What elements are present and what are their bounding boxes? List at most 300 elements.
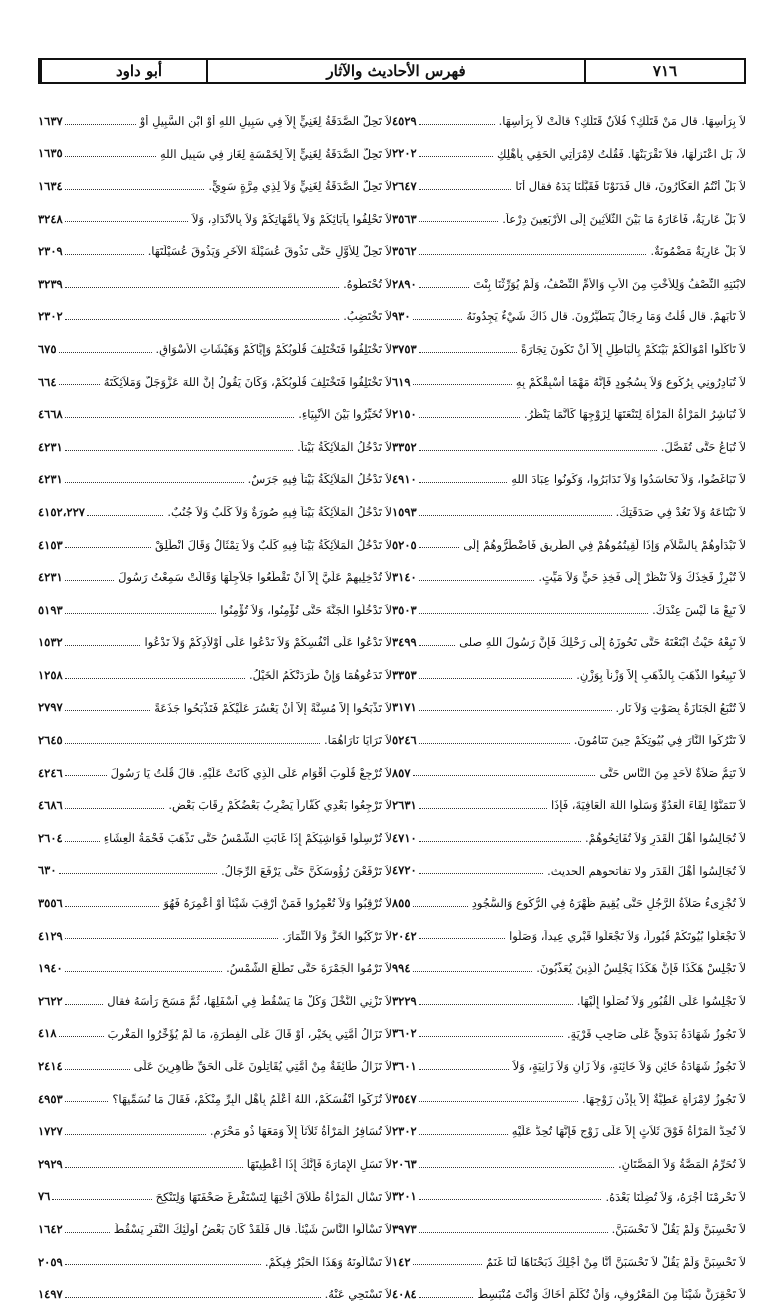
hadith-number: ٢٠٤٢: [392, 928, 417, 943]
hadith-entry: [392, 96, 746, 129]
hadith-entry: [392, 1139, 746, 1172]
hadith-entry: [38, 487, 392, 520]
hadith-number: ٢٦٢٢: [38, 993, 63, 1008]
hadith-text: لاَ تُبْرِزْ فَخِذَكَ وَلاَ تَنْظُرْ إِلَى فَخِذِ حَيٍّ وَلاَ مَيِّتٍ.: [538, 571, 746, 585]
hadith-entry: [392, 259, 746, 292]
hadith-entry: [392, 129, 746, 162]
hadith-number: ٢٨٩٠: [392, 276, 417, 291]
dot-leader: [419, 352, 517, 353]
hadith-text: لاَ تَسْأَلِ الْمَرْأَةُ طَلاَقَ أُخْتِهَا لِتَسْتَفْرِغَ صَحْفَتَهَا وَلِتَنْكِحَ: [155, 1190, 392, 1204]
page-number: ٧١٦: [652, 62, 678, 80]
hadith-number: ٣٢٤٨: [38, 211, 63, 226]
dot-leader: [65, 417, 295, 418]
dot-leader: [413, 906, 468, 907]
index-page: [38, 58, 746, 1302]
hadith-entry: [38, 96, 392, 129]
hadith-number: ٥٢٤٦: [392, 733, 417, 748]
dot-leader: [419, 189, 512, 190]
hadith-entry: [392, 1269, 746, 1302]
hadith-entry: [38, 911, 392, 944]
dot-leader: [419, 1167, 614, 1168]
hadith-entry: [392, 976, 746, 1009]
hadith-text: لاَ تُجَالِسُوا أَهْلَ الْقَدَرِ وَلاَ تُفَاتِحُوهُمْ.: [585, 831, 746, 845]
hadith-number: ٣٦٠٢: [392, 1026, 417, 1041]
hadith-number: ٣٣٥٣: [392, 667, 417, 682]
hadith-entry: [392, 520, 746, 553]
hadith-number: ٣٢٣٩: [38, 276, 63, 291]
hadith-text: لاَ تُرْقِبُوا وَلاَ تُعْمِرُوا فَمَنْ أُرْقِبَ شَيْئاً أَوْ أُعْمِرَهُ فَهُوَ: [163, 897, 392, 911]
hadith-number: ٢٠٦٣: [392, 1156, 417, 1171]
hadith-text: لاَ تُحَرِّمُ الْمَصَّةُ وَلاَ الْمَصَّتَانِ.: [617, 1157, 746, 1171]
hadith-entry: [38, 226, 392, 259]
dot-leader: [65, 1134, 206, 1135]
hadith-number: ٤٩٥٣: [38, 1091, 63, 1106]
dot-leader: [419, 417, 520, 418]
hadith-text: لاَ تُبَادِرُونِي بِرُكُوعٍ وَلاَ بِسُجُودٍ فَإِنَّهُ مَهْمَا أَسْبِقْكُمْ بِهِ: [515, 375, 746, 389]
hadith-text: لاَ تُجَالِسُوا أَهْلَ الْقَدَرِ ولا تفاتحوهم الحديث.: [547, 864, 746, 878]
hadith-text: لاَ تَدْخُلُ الْمَلاَئِكَةُ بَيْتاً فِيهِ جَرَسٌ.: [247, 473, 392, 487]
hadith-text: لاَ تَتِمُّ صَلاَةٌ لأَحَدٍ مِنَ النَّاسِ حَتَّى: [599, 766, 746, 780]
hadith-entry: [38, 1139, 392, 1172]
hadith-entry: [392, 161, 746, 194]
hadith-text: لاَ تُخَيِّرُوا بَيْنَ الأَنْبِيَاءِ.: [298, 408, 392, 422]
dot-leader: [65, 1297, 321, 1298]
hadith-number: ١٦٣٧: [38, 113, 63, 128]
hadith-entry: [38, 357, 392, 390]
dot-leader: [65, 124, 136, 125]
hadith-entry: [38, 161, 392, 194]
hadith-number: ٢٦٤٥: [38, 733, 63, 748]
hadith-text: لاَ تَدْخُلُ الْمَلاَئِكَةُ بَيْتاً فِيهِ كَلْبٌ وَلاَ تِمْثَالٌ وَقَالَ انْطَلِقْ: [155, 538, 392, 552]
hadith-number: ٤٢٤٦: [38, 765, 63, 780]
hadith-text: لاَ تَخْتَلِفُوا فَتَخْتَلِفَ قُلُوبُكُمْ، وَكَانَ يَقُولُ إِنَّ اللهَ عَزَّوَجَلَّ وَمَلاَئِكَتَهُ: [103, 375, 392, 389]
hadith-text: لاَ تَجْلِسُوا عَلَى الْقُبُورِ وَلاَ تُصَلُّوا إِلَيْهَا.: [576, 994, 746, 1008]
hadith-number: ٣٧٥٣: [392, 341, 417, 356]
hadith-number: ٢٠٥٩: [38, 1254, 63, 1269]
dot-leader: [419, 515, 612, 516]
dot-leader: [419, 873, 543, 874]
hadith-entry: [392, 1041, 746, 1074]
hadith-text: لاَ تَحْقِرَنَّ شَيْئاً مِنَ الْمَعْرُوفِ، وَأَنْ تُكَلِّمَ أَخَاكَ وَأَنْتَ مُنْبَسِطٌ: [477, 1288, 746, 1302]
hadith-entry: [392, 487, 746, 520]
dot-leader: [419, 1134, 508, 1135]
hadith-text: لاَ تَتْرُكُوا النَّارَ فِي بُيُوتِكُمْ حِينَ تَنَامُونَ.: [573, 734, 746, 748]
dot-leader: [65, 547, 151, 548]
dot-leader: [413, 971, 533, 972]
hadith-number: ٣٢٢٩: [392, 993, 417, 1008]
hadith-text: لاَ بَلْ أَنْتُمُ الْعَكَّارُونَ، قال فَدَنَوْنَا فَقَبَّلْنَا يَدَهُ فقال أَنَا: [515, 180, 746, 194]
hadith-entry: [38, 715, 392, 748]
hadith-text: لاَ تُدْخِلِيهِمْ عَلَيَّ إِلاَّ أَنْ تَقْطَعُوا جَلاَجِلَهَا وَقَالَتْ سَمِعْتُ رَسُولَ: [118, 571, 392, 585]
dot-leader: [419, 1199, 602, 1200]
dot-leader: [65, 678, 245, 679]
hadith-number: ٦٧٥: [38, 341, 57, 356]
hadith-text: لاَ تَحْسِبَنَّ وَلَمْ يَقُلْ لاَ تَحْسَبَنَّ أَنَّا مِنْ أَجْلِكَ ذَبَحْنَاهَا لَنَا غَنَمٌ: [485, 1255, 746, 1269]
hadith-text: لاَ تَرْمُوا الْجَمْرَةَ حَتَّى تَطْلُعَ الشَّمْسُ.: [226, 962, 392, 976]
hadith-text: لاَ تَخْتَلِفُوا فَتَخْتَلِفَ قُلُوبُكُمْ وَإِيَّاكُمْ وَهَيْشَاتِ الأَسْوَاقِ.: [155, 343, 392, 357]
dot-leader: [59, 384, 100, 385]
hadith-number: ٢٣٠٩: [38, 244, 63, 259]
hadith-number: ٦٦٤: [38, 374, 57, 389]
hadith-number: ١٦٣٥: [38, 146, 63, 161]
hadith-text: لاَ تَبْتَاعَهُ وَلاَ تَعُدْ فِي صَدَقَتِكَ.: [615, 506, 746, 520]
hadith-entry: [392, 422, 746, 455]
dot-leader: [65, 482, 244, 483]
dot-leader: [65, 971, 222, 972]
dot-leader: [65, 645, 141, 646]
hadith-number: ٢٣٠٢: [38, 309, 63, 324]
hadith-text: لاَ تَحْسِبَنَّ وَلَمْ يَقُلْ لاَ تَحْسَبَنَّ.: [611, 1223, 746, 1237]
hadith-entry: [38, 129, 392, 162]
dot-leader: [65, 841, 100, 842]
hadith-number: ٣٢٠١: [392, 1189, 417, 1204]
dot-leader: [65, 1101, 109, 1102]
hadith-entry: [38, 748, 392, 781]
hadith-text: لاَ تَبَاغَضُوا، وَلاَ تَحَاسَدُوا وَلاَ تَدَابَرُوا، وَكُونُوا عِبَادَ اللهِ: [511, 473, 746, 487]
hadith-text: لاَ تُزَكُّوا أَنْفُسَكُمْ، اللهُ أَعْلَمُ بِأَهْلِ الْبِرِّ مِنْكُمْ، فَقَالَ مَا نُسَمِّيهَا؟: [112, 1092, 392, 1106]
hadith-text: لاَ تُتْبَعُ الْجَنَازَةُ بِصَوْتٍ وَلاَ نَارٍ.: [615, 701, 746, 715]
dot-leader: [413, 384, 512, 385]
hadith-entry: [392, 878, 746, 911]
hadith-entry: [38, 618, 392, 651]
hadith-entry: [38, 1009, 392, 1042]
hadith-number: ٤١٥٣: [38, 537, 63, 552]
hadith-number: ١٧٢٧: [38, 1124, 63, 1139]
hadith-entry: [392, 1074, 746, 1107]
dot-leader: [419, 808, 547, 809]
dot-leader: [419, 1004, 573, 1005]
dot-leader: [419, 710, 612, 711]
hadith-entry: [392, 1172, 746, 1205]
hadith-entry: [38, 878, 392, 911]
dot-leader: [52, 1199, 151, 1200]
dot-leader: [419, 1069, 509, 1070]
hadith-text: لاَ تَبِعْ مَا لَيْسَ عِنْدَكَ.: [652, 603, 746, 617]
hadith-text: لاَ تَبِيعُوا الذَّهَبَ بِالذَّهَبِ إِلاَّ وَزْناً بِوَزْنٍ.: [576, 669, 746, 682]
dot-leader: [419, 254, 647, 255]
hadith-entry: [38, 585, 392, 618]
hadith-entry: [392, 780, 746, 813]
hadith-number: ٨٥٧: [392, 765, 411, 780]
dot-leader: [419, 1232, 608, 1233]
hadith-text: لاَ تَسَلِ الإِمَارَةَ فَإِنَّكَ إِذَا أُعْطِيتَهَا: [246, 1157, 392, 1171]
hadith-entry: [392, 357, 746, 390]
hadith-text: لاَ تَخْتَضِبُ.: [343, 310, 392, 324]
hadith-entry: [38, 1172, 392, 1205]
hadith-text: لاَ تَجْلِسْ هَكَذَا فَإِنَّ هَكَذَا يَجْلِسُ الَّذِينَ يُعَذَّبُونَ.: [536, 962, 746, 976]
hadith-number: ٢١٥٠: [392, 407, 417, 422]
hadith-entry: [392, 389, 746, 422]
hadith-text: لاَ تَدْخُلُ الْمَلاَئِكَةُ بَيْتاً فِيهِ صُورَةٌ وَلاَ كَلْبٌ وَلاَ جُنُبٌ.: [167, 506, 392, 520]
dot-leader: [65, 450, 293, 451]
dot-leader: [65, 319, 340, 320]
hadith-entry: [392, 715, 746, 748]
book-name: أبو داود: [115, 62, 163, 80]
hadith-number: ٢٧٩٧: [38, 700, 63, 715]
hadith-number: ١٢٥٨: [38, 667, 63, 682]
hadith-text: لاَ تَدَعُوهُمَا وَإِنْ طَرَدَتْكُمُ الْخَيْلُ.: [248, 669, 392, 682]
dot-leader: [419, 938, 505, 939]
dot-leader: [65, 906, 160, 907]
dot-leader: [65, 221, 188, 222]
dot-leader: [59, 352, 152, 353]
hadith-text: لاَ تَحِلُّ الصَّدَقَةُ لِغَنِيٍّ إِلاَّ فِي سَبِيلِ اللهِ أَوْ ابْنِ السَّبِيلِ أَوْ: [139, 114, 392, 128]
page-header: [38, 58, 746, 84]
hadith-entry: [38, 194, 392, 227]
hadith-entry: [38, 813, 392, 846]
hadith-number: ٣٤٩٩: [392, 635, 417, 650]
hadith-number: ٤١٨: [38, 1026, 57, 1041]
dot-leader: [65, 1232, 110, 1233]
dot-leader: [65, 775, 107, 776]
hadith-text: لاَ تُبَاشِرُ الْمَرْأَةُ الْمَرْأَةَ لِتَنْعَتَهَا لِزَوْجِهَا كَأَنَّمَا يَنْظُرُ.: [523, 408, 746, 422]
hadith-entry: [38, 324, 392, 357]
hadith-number: ٤٠٨٤: [392, 1287, 417, 1302]
dot-leader: [419, 1036, 563, 1037]
dot-leader: [419, 450, 657, 451]
hadith-entry: [38, 520, 392, 553]
hadith-text: لاَ تَحِلُّ الصَّدَقَةُ لِغَنِيٍّ إِلاَّ لِخَمْسَةٍ لِغَازٍ فِي سَبِيلِ اللهِ: [160, 147, 392, 161]
hadith-entry: [392, 324, 746, 357]
hadith-number: ٥٢٠٥: [392, 537, 417, 552]
hadith-text: لاَ، بَلِ اعْتَزِلْهَا، فلاَ تَقْرَبَنْهَا. فَقُلْتُ لاِمْرَأَتِي الْحَقِي بِأَهْلِكِ: [496, 147, 746, 161]
hadith-entry: [392, 846, 746, 879]
dot-leader: [65, 938, 278, 939]
dot-leader: [419, 1101, 578, 1102]
hadith-number: ٣٥٤٧: [392, 1091, 417, 1106]
hadith-text: لاَ تُحْتَطُوهُ.: [343, 277, 392, 291]
hadith-number: ٨٥٥: [392, 896, 411, 911]
hadith-number: ٤٧١٠: [392, 830, 417, 845]
hadith-entry: [38, 650, 392, 683]
hadith-entry: [392, 455, 746, 488]
hadith-number: ٦١٩: [392, 374, 411, 389]
dot-leader: [65, 156, 156, 157]
hadith-number: ٧٦: [38, 1189, 51, 1204]
hadith-entry: [38, 1041, 392, 1074]
hadith-text: لاَ تَجُوزُ شَهَادَةُ خَائِنٍ وَلاَ خَائِنَةٍ، وَلاَ زَانٍ وَلاَ زَانِيَةٍ، وَلاَ: [512, 1060, 746, 1074]
hadith-entry: [392, 1204, 746, 1237]
index-columns: [38, 96, 746, 1302]
hadith-number: ٤٩١٠: [392, 472, 417, 487]
hadith-entry: [392, 748, 746, 781]
dot-leader: [419, 221, 499, 222]
hadith-number: ٢٤١٤: [38, 1059, 63, 1074]
hadith-entry: [38, 943, 392, 976]
hadith-text: لاَ تَرْجِعُوا بَعْدِي كُفَّاراً يَضْرِبُ بَعْضُكُمْ رِقَابَ بَعْضٍ.: [168, 799, 392, 813]
hadith-number: ٢٣٠٢: [392, 1124, 417, 1139]
hadith-number: ٣٥٠٣: [392, 602, 417, 617]
hadith-text: لاَ تَحِلُّ الصَّدَقَةُ لِغَنِيٍّ وَلاَ لِذِي مِرَّةٍ سَوِيٍّ.: [208, 180, 392, 194]
dot-leader: [65, 1069, 130, 1070]
hadith-number: ٢٩٢٩: [38, 1156, 63, 1171]
hadith-text: لاَ تَرْكَبُوا الْخَزَّ وَلاَ النِّمَارَ.: [282, 929, 392, 943]
left-column: [38, 96, 392, 1302]
right-column: [392, 96, 746, 1302]
dot-leader: [419, 1297, 474, 1298]
dot-leader: [87, 515, 163, 516]
hadith-text: لاَ تَدْعُوا عَلَى أَنْفُسِكُمْ وَلاَ تَدْعُوا عَلَى أَوْلاَدِكُمْ وَلاَ تَدْعُوا: [144, 636, 392, 650]
hadith-number: ٣٥٥٦: [38, 896, 63, 911]
hadith-entry: [38, 780, 392, 813]
hadith-entry: [392, 1009, 746, 1042]
dot-leader: [419, 547, 459, 548]
dot-leader: [413, 775, 596, 776]
hadith-text: لاَ تُرْجِعْ قُلُوبَ أَقْوَامٍ عَلَى الَّذِي كَانَتْ عَلَيْهِ. قالَ قُلْتُ يَا رَسُولَ: [110, 766, 392, 780]
hadith-number: ٤١٢٩: [38, 928, 63, 943]
hadith-text: لاَ تَرَايَا نَارَاهُمَا.: [324, 734, 392, 748]
hadith-number: ٢٦٣١: [392, 798, 417, 813]
hadith-entry: [38, 259, 392, 292]
hadith-entry: [392, 650, 746, 683]
hadith-entry: [38, 292, 392, 325]
hadith-number: ٤٢٣١: [38, 439, 63, 454]
hadith-number: ١٦٣٤: [38, 178, 63, 193]
hadith-number: ٣٥٦٢: [392, 244, 417, 259]
hadith-entry: [38, 422, 392, 455]
hadith-text: لاَ تَسْأَلُونَهُ وَهَذَا الْحَبْرُ فِيكُمْ.: [264, 1255, 392, 1269]
hadith-entry: [392, 552, 746, 585]
hadith-entry: [392, 813, 746, 846]
dot-leader: [419, 124, 495, 125]
hadith-number: ٣١٧١: [392, 700, 417, 715]
hadith-text: لابْنَتِهِ النِّصْفُ وَلِلأُخْتِ مِنَ الأَبِ وَالأُمِّ النِّصْفُ، وَلَمْ يُوَرِّثْنَا بِنْتَ: [473, 277, 746, 291]
hadith-text: لاَ تَدْخُلُ الْمَلاَئِكَةُ بَيْتاً.: [297, 440, 392, 454]
hadith-text: لاَ تَزَالُ أُمَّتِي بِخَيْرٍ، أَوْ قَالَ عَلَى الْفِطْرَةِ، مَا لَمْ يُؤَخِّرُوا الْمَغْرِبَ: [107, 1027, 392, 1041]
dot-leader: [65, 808, 165, 809]
hadith-number: ٩٩٤: [392, 961, 411, 976]
hadith-number: ٤٥٢٩: [392, 113, 417, 128]
hadith-entry: [38, 976, 392, 1009]
dot-leader: [419, 678, 573, 679]
dot-leader: [65, 189, 205, 190]
hadith-entry: [392, 292, 746, 325]
dot-leader: [413, 319, 463, 320]
hadith-entry: [38, 683, 392, 716]
dot-leader: [65, 1167, 243, 1168]
dot-leader: [59, 873, 218, 874]
hadith-number: ٣٩٧٣: [392, 1221, 417, 1236]
hadith-entry: [38, 552, 392, 585]
hadith-text: لاَ تُسَافِرُ الْمَرْأَةُ ثَلاَثاً إِلاَّ وَمَعَهَا ذُو مَحْرَمٍ.: [209, 1125, 392, 1139]
hadith-text: لاَ تَأْبَهِمْ. قال قُلْتُ وَمَا رِجَالٌ يَتَطَيَّرُونَ. قال ذَاكَ شَيْءٌ يَجِدُونَهُ: [466, 310, 746, 324]
hadith-text: لاَ بِرَأْسِهَا. قال مَنْ قَتَلَكِ؟ فُلاَنٌ قَتَلَكِ؟ قالَتْ لاَ بِرَأْسِهَا.: [498, 114, 746, 128]
hadith-text: لاَ تَزَالُ طَائِفَةٌ مِنْ أُمَّتِي يُقَاتِلُونَ عَلَى الْحَقِّ ظَاهِرِينَ عَلَى: [133, 1060, 392, 1074]
hadith-number: ١٦٤٢: [38, 1221, 63, 1236]
hadith-number: ٤٦٦٨: [38, 407, 63, 422]
hadith-entry: [38, 846, 392, 879]
hadith-number: ٤٦٨٦: [38, 798, 63, 813]
hadith-text: لاَ تَسْأَلُوا النَّاسَ شَيْئاً. قال فَلَقَدْ كَانَ بَعْضُ أُولَئِكَ النَّفَرِ يَسْقُطُ: [113, 1223, 392, 1237]
dot-leader: [419, 645, 455, 646]
hadith-text: لاَ بَلْ عَارِيَةٌ مَضْمُونَةٌ.: [650, 245, 746, 259]
hadith-text: لاَ تَحِلُّ لِلأَوَّلِ حَتَّى تَذُوقَ عُسَيْلَةَ الآخَرِ وَيَذُوقَ عُسَيْلَتَهَا.: [147, 245, 392, 259]
hadith-number: ٤٢٣١: [38, 472, 63, 487]
dot-leader: [413, 1264, 482, 1265]
hadith-text: لاَ تَتَمَنَّوْا لِقَاءَ الْعَدُوِّ وَسَلُوا اللهَ الْعَافِيَةَ، فَإِذَا: [551, 799, 746, 813]
dot-leader: [419, 841, 581, 842]
hadith-number: ٣٣٥٢: [392, 439, 417, 454]
hadith-text: لاَ تَذْبَحُوا إِلاَّ مُسِنَّةً إِلاَّ أَنْ يَعْسُرَ عَلَيْكُمْ فَتَذْبَحُوا جَذَعَةً: [154, 701, 392, 715]
dot-leader: [65, 710, 150, 711]
hadith-number: ٤٧٢٠: [392, 863, 417, 878]
hadith-entry: [38, 1106, 392, 1139]
hadith-number: ٥١٩٣: [38, 602, 63, 617]
hadith-entry: [392, 683, 746, 716]
hadith-entry: [392, 943, 746, 976]
hadith-text: لاَ بَلْ عَارِيَةٌ، فَأَعَارَهُ مَا بَيْنَ الثَّلاَثِينَ إِلَى الأَرْبَعِينَ دِرْعاً.: [502, 212, 746, 226]
hadith-entry: [392, 618, 746, 651]
hadith-number: ٣١٤٠: [392, 570, 417, 585]
hadith-entry: [38, 389, 392, 422]
hadith-number: ٤٢٣١: [38, 570, 63, 585]
hadith-entry: [38, 1204, 392, 1237]
hadith-entry: [38, 1269, 392, 1302]
hadith-number: ١٤٢: [392, 1254, 411, 1269]
hadith-text: لاَ تَزْنِي النَّخْلَ وَكُلْ مَا يَسْقُطُ فِي أَسْفَلِهَا، ثُمَّ مَسَحَ رَأْسَهُ فقال: [107, 994, 392, 1008]
hadith-number: ٣٦٠١: [392, 1059, 417, 1074]
dot-leader: [65, 1004, 104, 1005]
hadith-text: لاَ تَجُوزُ لاِمْرَأَةٍ عَطِيَّةٌ إِلاَّ بِإِذْنِ زَوْجِهَا.: [582, 1092, 746, 1106]
hadith-entry: [38, 1074, 392, 1107]
dot-leader: [419, 613, 648, 614]
dot-leader: [65, 743, 320, 744]
hadith-text: لاَ تَرْفَعْنَ رُؤُوسَكُنَّ حَتَّى يَرْفَعَ الرِّجَالُ.: [221, 864, 392, 878]
dot-leader: [419, 156, 493, 157]
dot-leader: [419, 482, 508, 483]
hadith-text: لاَ تَجْعَلُوا بُيُوتَكُمْ قُبُوراً، وَلاَ تَجْعَلُوا قَبْرِي عِيداً، وَصَلُّوا: [509, 929, 746, 943]
hadith-entry: [392, 1237, 746, 1270]
hadith-number: ٢٢٠٢: [392, 146, 417, 161]
hadith-entry: [392, 585, 746, 618]
hadith-entry: [392, 911, 746, 944]
dot-leader: [65, 1264, 261, 1265]
hadith-text: لاَ تَسْتَحِي عَنْهُ.: [324, 1288, 392, 1302]
hadith-text: لاَ تَدْخُلُوا الْجَنَّةَ حَتَّى تُؤْمِنُوا، وَلاَ تُؤْمِنُوا: [220, 603, 392, 617]
dot-leader: [65, 287, 339, 288]
hadith-entry: [38, 455, 392, 488]
dot-leader: [419, 580, 535, 581]
hadith-entry: [392, 194, 746, 227]
hadith-number: ١٩٤٠: [38, 961, 63, 976]
hadith-number: ٤١٥٢،٢٢٧: [38, 504, 85, 519]
hadith-number: ١٥٩٣: [392, 504, 417, 519]
hadith-text: لاَ تَحْرِمْنَا أَجْرَهُ، وَلاَ تُضِلَّنَا بَعْدَهُ.: [605, 1190, 746, 1204]
hadith-number: ٩٣٠: [392, 309, 411, 324]
hadith-number: ١٤٩٧: [38, 1287, 63, 1302]
hadith-text: لاَ تَبْدَأُوهُمْ بِالسَّلاَمِ وَإِذَا لَقِيتُمُوهُمْ فِي الطَّرِيقِ فَاضْطَرُّوهُمْ إِلَى: [463, 538, 746, 552]
hadith-text: لاَ تَأْكُلُوا أَمْوَالَكُمْ بَيْنَكُمْ بِالْبَاطِلِ إِلاَّ أَنْ تَكُونَ تِجَارَةً: [521, 343, 746, 357]
hadith-text: لاَ تُبَاعُ حَتَّى تُفَصَّلَ.: [660, 440, 746, 454]
hadith-text: لاَ تُجْزِىءُ صَلاَةُ الرَّجُلِ حَتَّى يُقِيمَ ظَهْرَهُ فِي الرُّكُوعِ وَالسُّجُودِ: [471, 897, 746, 911]
hadith-entry: [392, 226, 746, 259]
hadith-number: ٢٦٠٤: [38, 830, 63, 845]
dot-leader: [65, 613, 217, 614]
dot-leader: [65, 254, 144, 255]
hadith-text: لاَ تُحِدُّ الْمَرْأَةُ فَوْقَ ثَلاَثٍ إِلاَّ عَلَى زَوْجٍ فَإِنَّهَا تُحِدُّ عَلَيْهِ: [511, 1125, 746, 1139]
hadith-entry: [38, 1237, 392, 1270]
hadith-text: لاَ تَجُوزُ شَهَادَةُ بَدَوِيٍّ عَلَى صَاحِبِ قَرْيَةٍ.: [566, 1027, 746, 1041]
hadith-number: ١٥٣٢: [38, 635, 63, 650]
hadith-number: ٢٦٤٧: [392, 178, 417, 193]
index-title: فهرس الأحاديث والآثار: [206, 60, 586, 82]
hadith-text: لاَ تَحْلِفُوا بِآبَائِكُمْ وَلاَ بِأُمَّهَاتِكُمْ وَلاَ بِالأَنْدَادِ، وَلاَ: [192, 212, 392, 226]
dot-leader: [65, 580, 114, 581]
hadith-number: ٦٣٠: [38, 863, 57, 878]
dot-leader: [419, 287, 470, 288]
dot-leader: [419, 743, 570, 744]
hadith-text: لاَ تُرْسِلُوا فَوَاشِيَكُمْ إِذَا غَابَتِ الشَّمْسُ حَتَّى تَذْهَبَ فَحْمَةُ الْعِشَاءِ: [103, 831, 392, 845]
